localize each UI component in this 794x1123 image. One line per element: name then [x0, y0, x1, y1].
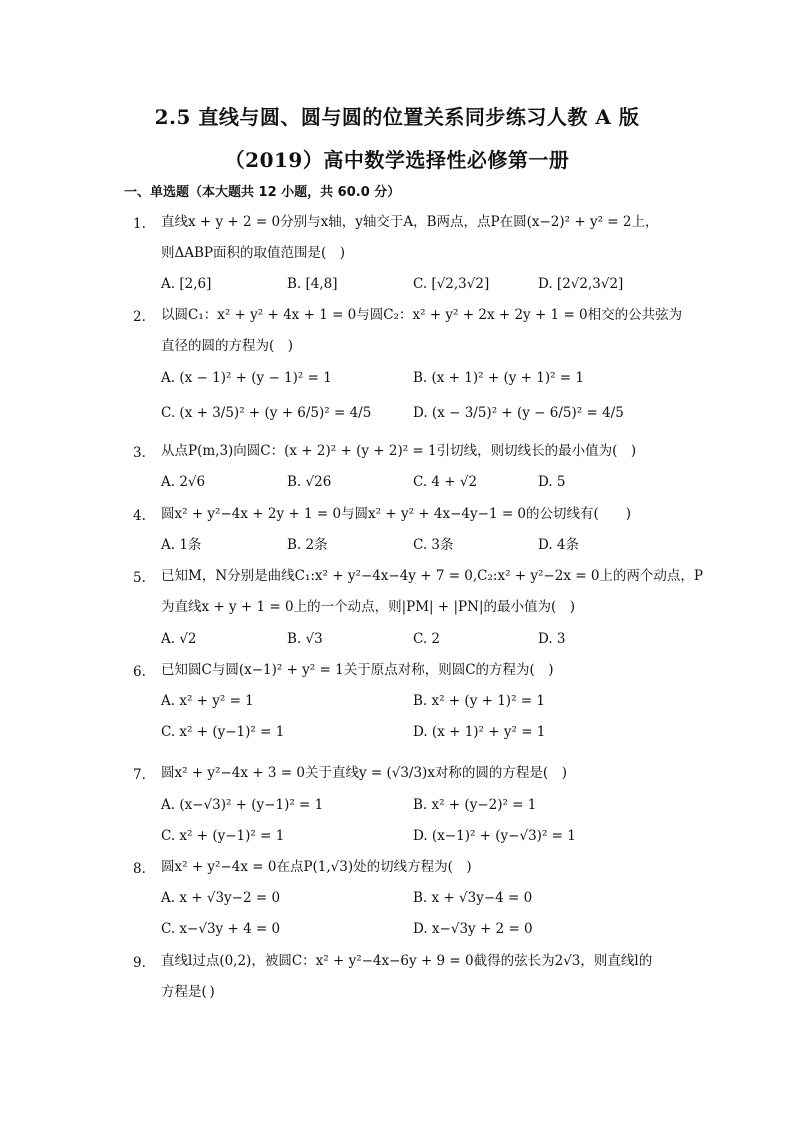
question-stem-line: 直线l过点(0,2)，被圆C：x² + y²−4x−6y + 9 = 0截得的弦长为2√3，则直线l的 [161, 953, 653, 969]
section-heading: 一、单选题（本大题共 12 小题，共 60.0 分） [124, 185, 401, 200]
option-a: A. 2√6 [161, 474, 206, 490]
question-stem-line: 直线x + y + 2 = 0分别与x轴，y轴交于A，B两点，点P在圆(x−2)² + y² = 2上， [161, 214, 659, 230]
question-number: 9. [133, 955, 146, 971]
option-c: C. x² + (y−1)² = 1 [161, 724, 285, 740]
question-stem-line: 已知圆C与圆(x−1)² + y² = 1关于原点对称，则圆C的方程为( ) [161, 662, 554, 678]
question-stem-line: 圆x² + y²−4x = 0在点P(1,√3)处的切线方程为( ) [161, 859, 472, 875]
option-c: C. [√2,3√2] [413, 276, 490, 292]
option-a: A. (x−√3)² + (y−1)² = 1 [161, 797, 324, 813]
option-a: A. (x − 1)² + (y − 1)² = 1 [161, 370, 332, 386]
question-number: 4. [133, 508, 146, 524]
document-title-line-1: 2.5 直线与圆、圆与圆的位置关系同步练习人教 A 版 [154, 105, 640, 129]
option-d: D. (x + 1)² + y² = 1 [413, 724, 546, 740]
option-c: C. x² + (y−1)² = 1 [161, 828, 285, 844]
question-stem-line: 为直线x + y + 1 = 0上的一个动点，则|PM| + |PN|的最小值为( ) [161, 599, 576, 615]
question-stem-line: 从点P(m,3)向圆C：(x + 2)² + (y + 2)² = 1引切线，则切线长的最小值为( ) [161, 443, 637, 459]
question-stem-line: 以圆C₁：x² + y² + 4x + 1 = 0与圆C₂：x² + y² + 2x + 2y + 1 = 0相交的公共弦为 [161, 307, 683, 323]
question-stem-line: 则ΔABP面积的取值范围是( ) [161, 245, 346, 261]
option-c: C. 4 + √2 [413, 474, 478, 490]
option-c: C. (x + 3/5)² + (y + 6/5)² = 4/5 [161, 405, 372, 421]
question-number: 1. [133, 216, 146, 232]
option-b: B. √26 [287, 474, 332, 490]
option-b: B. x + √3y−4 = 0 [413, 890, 533, 906]
option-b: B. √3 [287, 631, 323, 647]
question-stem-line: 圆x² + y²−4x + 2y + 1 = 0与圆x² + y² + 4x−4y−1 = 0的公切线有( ) [161, 506, 632, 522]
question-number: 6. [133, 664, 146, 680]
option-c: C. 2 [413, 631, 441, 647]
option-b: B. x² + (y−2)² = 1 [413, 797, 537, 813]
option-d: D. (x−1)² + (y−√3)² = 1 [413, 828, 576, 844]
option-a: A. x + √3y−2 = 0 [161, 890, 281, 906]
option-b: B. x² + (y + 1)² = 1 [413, 693, 545, 709]
option-a: A. 1条 [161, 537, 202, 553]
option-b: B. [4,8] [287, 276, 338, 292]
option-b: B. 2条 [287, 537, 328, 553]
option-d: D. 5 [538, 474, 566, 490]
option-d: D. x−√3y + 2 = 0 [413, 921, 533, 937]
question-number: 8. [133, 861, 146, 877]
option-b: B. (x + 1)² + (y + 1)² = 1 [413, 370, 584, 386]
question-stem-line: 直径的圆的方程为( ) [161, 338, 294, 354]
document-title-line-2: （2019）高中数学选择性必修第一册 [224, 148, 570, 172]
question-stem-line: 方程是( ) [161, 984, 215, 1000]
option-d: D. 4条 [538, 537, 580, 553]
option-c: C. x−√3y + 4 = 0 [161, 921, 281, 937]
option-a: A. x² + y² = 1 [161, 693, 254, 709]
option-c: C. 3条 [413, 537, 454, 553]
question-stem-line: 已知M，N分别是曲线C₁:x² + y²−4x−4y + 7 = 0,C₂:x² + y²−2x = 0上的两个动点，P [161, 568, 704, 584]
question-stem-line: 圆x² + y²−4x + 3 = 0关于直线y = (√3/3)x对称的圆的方程是( ) [161, 765, 567, 781]
option-d: D. 3 [538, 631, 566, 647]
question-number: 5. [133, 570, 146, 586]
question-number: 7. [133, 767, 146, 783]
option-d: D. (x − 3/5)² + (y − 6/5)² = 4/5 [413, 405, 624, 421]
question-number: 3. [133, 445, 146, 461]
option-a: A. √2 [161, 631, 197, 647]
option-d: D. [2√2,3√2] [538, 276, 624, 292]
question-number: 2. [133, 309, 146, 325]
option-a: A. [2,6] [161, 276, 212, 292]
